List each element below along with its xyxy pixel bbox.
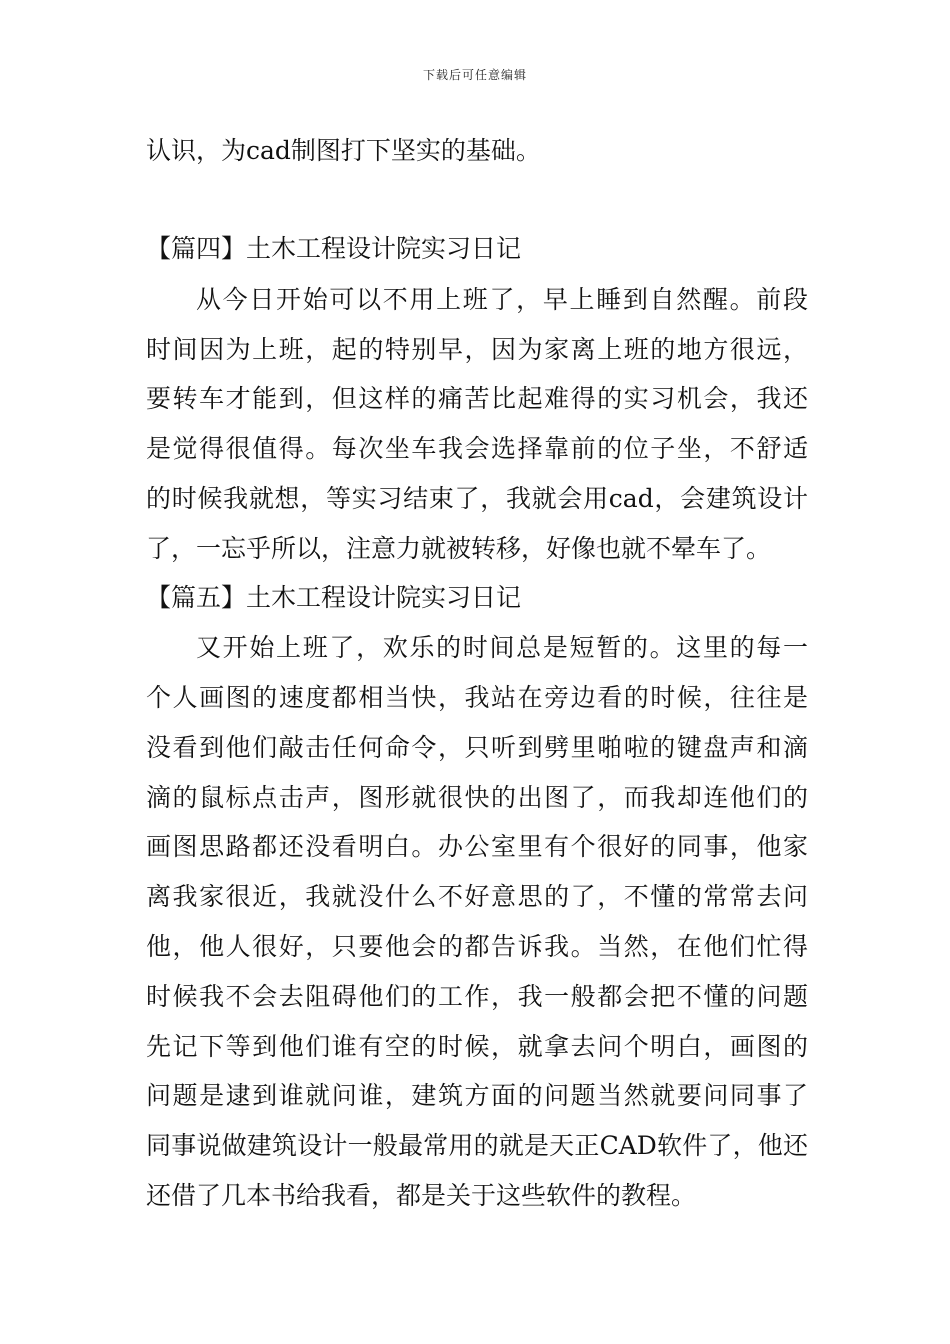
body-line: 要转车才能到，但这样的痛苦比起难得的实习机会，我还	[146, 384, 808, 413]
body-line: 同事说做建筑设计一般最常用的就是天正CAD软件了，他还	[146, 1131, 808, 1160]
body-line: 了，一忘乎所以，注意力就被转移，好像也就不晕车了。	[146, 534, 772, 563]
body-line: 还借了几本书给我看，都是关于这些软件的教程。	[146, 1181, 697, 1210]
body-line: 是觉得很值得。每次坐车我会选择靠前的位子坐，不舒适	[146, 434, 808, 463]
body-line: 个人画图的速度都相当快，我站在旁边看的时候，往往是	[146, 683, 808, 712]
body-line: 问题是逮到谁就问谁，建筑方面的问题当然就要问同事了	[146, 1081, 808, 1110]
body-line: 画图思路都还没看明白。办公室里有个很好的同事，他家	[146, 832, 808, 861]
body-line: 离我家很近，我就没什么不好意思的了，不懂的常常去问	[146, 882, 808, 911]
body-line: 时间因为上班，起的特别早，因为家离上班的地方很远，	[146, 335, 808, 364]
section-heading-4: 【篇四】土木工程设计院实习日记	[146, 234, 522, 263]
body-line: 的时候我就想，等实习结束了，我就会用cad，会建筑设计	[146, 484, 808, 513]
body-line: 时候我不会去阻碍他们的工作，我一般都会把不懂的问题	[146, 982, 808, 1011]
body-line: 滴的鼠标点击声，图形就很快的出图了，而我却连他们的	[146, 783, 808, 812]
body-line: 没看到他们敲击任何命令，只听到劈里啪啦的键盘声和滴	[146, 733, 808, 762]
body-line: 他，他人很好，只要他会的都告诉我。当然，在他们忙得	[146, 932, 808, 961]
body-line: 认识，为cad制图打下坚实的基础。	[146, 136, 541, 165]
section-heading-5: 【篇五】土木工程设计院实习日记	[146, 583, 522, 612]
body-line: 从今日开始可以不用上班了，早上睡到自然醒。前段	[196, 285, 808, 314]
body-line: 又开始上班了，欢乐的时间总是短暂的。这里的每一	[196, 633, 808, 662]
body-line: 先记下等到他们谁有空的时候，就拿去问个明白，画图的	[146, 1032, 808, 1061]
header-note: 下载后可任意编辑	[422, 68, 527, 82]
